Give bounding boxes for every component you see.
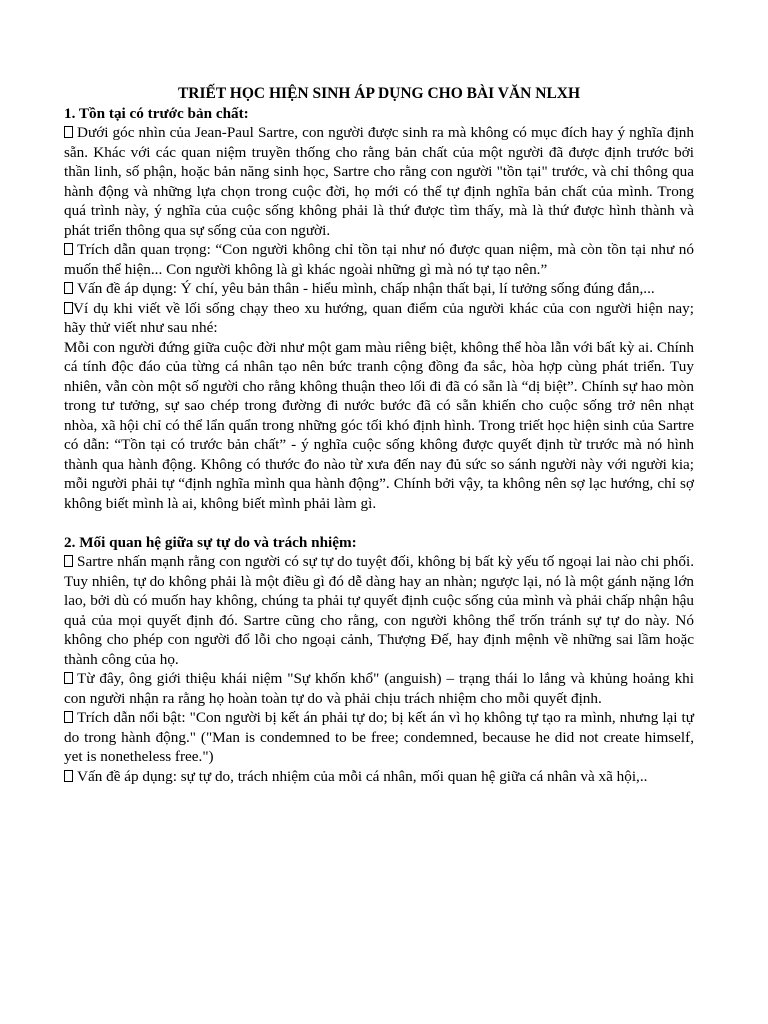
section-2-application: Vấn đề áp dụng: sự tự do, trách nhiệm của mỗi cá nhân, mối quan hệ giữa cá nhân và xã hội,.. xyxy=(64,767,694,787)
section-1-quote: Trích dẫn quan trọng: “Con người không chỉ tồn tại như nó được quan niệm, mà còn tồn tại như nó muốn thể hiện... Con người không là gì khác ngoài những gì mà nó tự tạo nên.” xyxy=(64,241,694,278)
bullet-box-icon xyxy=(64,282,73,294)
bullet-box-icon xyxy=(64,302,73,314)
bullet-box-icon xyxy=(64,126,73,138)
document-page xyxy=(64,84,694,786)
section-2-paragraph-1: Sartre nhấn mạnh rằng con người có sự tự do tuyệt đối, không bị bất kỳ yếu tố ngoại lai nào chi phối. Tuy nhiên, tự do không phải là một điều gì đó dễ dàng hay an nhàn; ngược lại, nó là một gánh nặng lớn lao, bởi dù có muốn hay không, chúng ta phải tự quyết định cuộc sống của mình và phải chấp nhận hậu quả của mọi quyết định đó. Sartre cũng cho rằng, con người không thể trốn tránh sự tự do này. Nó không cho phép con người đổ lỗi cho ngoại cảnh, Thượng Đế, hay định mệnh về những sai lầm hoặc thành công của họ. xyxy=(64,553,694,668)
bullet-box-icon xyxy=(64,711,73,723)
section-2-paragraph-2: Từ đây, ông giới thiệu khái niệm "Sự khốn khổ" (anguish) – trạng thái lo lắng và khủng hoảng khi con người nhận ra rằng họ hoàn toàn tự do và phải chịu trách nhiệm cho mỗi quyết định. xyxy=(64,670,694,707)
section-divider-space xyxy=(64,513,694,533)
section-1-paragraph-1: Dưới góc nhìn của Jean-Paul Sartre, con người được sinh ra mà không có mục đích hay ý nghĩa định sẵn. Khác với các quan niệm truyền thống cho rằng bản chất của một người đã được định trước bởi thần linh, số phận, hoặc bản năng sinh học, Sartre cho rằng con người "tồn tại" trước, và chỉ thông qua hành động và những lựa chọn trong cuộc đời, họ mới có thể tự định nghĩa bản chất của mình. Trong quá trình này, ý nghĩa của cuộc sống không phải là thứ được tìm thấy, mà là thứ được hình thành và phát triển thông qua sự sống của con người. xyxy=(64,124,694,239)
section-2-quote: Trích dẫn nổi bật: "Con người bị kết án phải tự do; bị kết án vì họ không tự tạo ra mình, nhưng lại tự do trong hành động." ("Man is condemned to be free; condemned, because he did not create himself, yet is nonetheless free.") xyxy=(64,709,694,765)
bullet-box-icon xyxy=(64,770,73,782)
bullet-box-icon xyxy=(64,555,73,567)
section-1-example-text: Mỗi con người đứng giữa cuộc đời như một gam màu riêng biệt, không thể hòa lẫn với bất kỳ ai. Chính cá tính độc đáo của từng cá nhân tạo nên bức tranh cộng đồng đa sắc, hòa hợp cùng phát triển. Tuy nhiên, vẫn còn một số người cho rằng không thuận theo lối đi đã có sẵn là “dị biệt”. Chính sự hao mòn trong tư tưởng, sự sao chép trong đường đi nước bước đã có sẵn khiến cho cuộc sống trở nên nhạt nhòa, xã hội chỉ có thể lẩn quẩn trong những góc tối khó định hình. Trong triết học hiện sinh của Sartre có dẫn: “Tồn tại có trước bản chất” - ý nghĩa cuộc sống không được quyết định từ trước mà nó hình thành qua hành động. Không có thước đo nào từ xưa đến nay đủ sức so sánh người này với người kia; mỗi người phải tự “định nghĩa mình qua hành động”. Chính bởi vậy, ta không nên sợ lạc hướng, chỉ sợ không biết mình là ai, không biết mình phải làm gì. xyxy=(64,338,694,512)
bullet-box-icon xyxy=(64,243,73,255)
bullet-box-icon xyxy=(64,672,73,684)
section-1-example-intro: Ví dụ khi viết về lối sống chạy theo xu hướng, quan điểm của người khác của con người hiện nay; hãy thử viết như sau nhé: xyxy=(64,299,694,336)
section-2-heading: 2. Mối quan hệ giữa sự tự do và trách nhiệm: xyxy=(64,533,357,551)
section-1-application: Vấn đề áp dụng: Ý chí, yêu bản thân - hiểu mình, chấp nhận thất bại, lí tưởng sống đúng đắn,... xyxy=(64,279,694,299)
document-title: TRIẾT HỌC HIỆN SINH ÁP DỤNG CHO BÀI VĂN NLXH xyxy=(177,85,581,102)
section-1-heading: 1. Tồn tại có trước bản chất: xyxy=(64,104,249,122)
